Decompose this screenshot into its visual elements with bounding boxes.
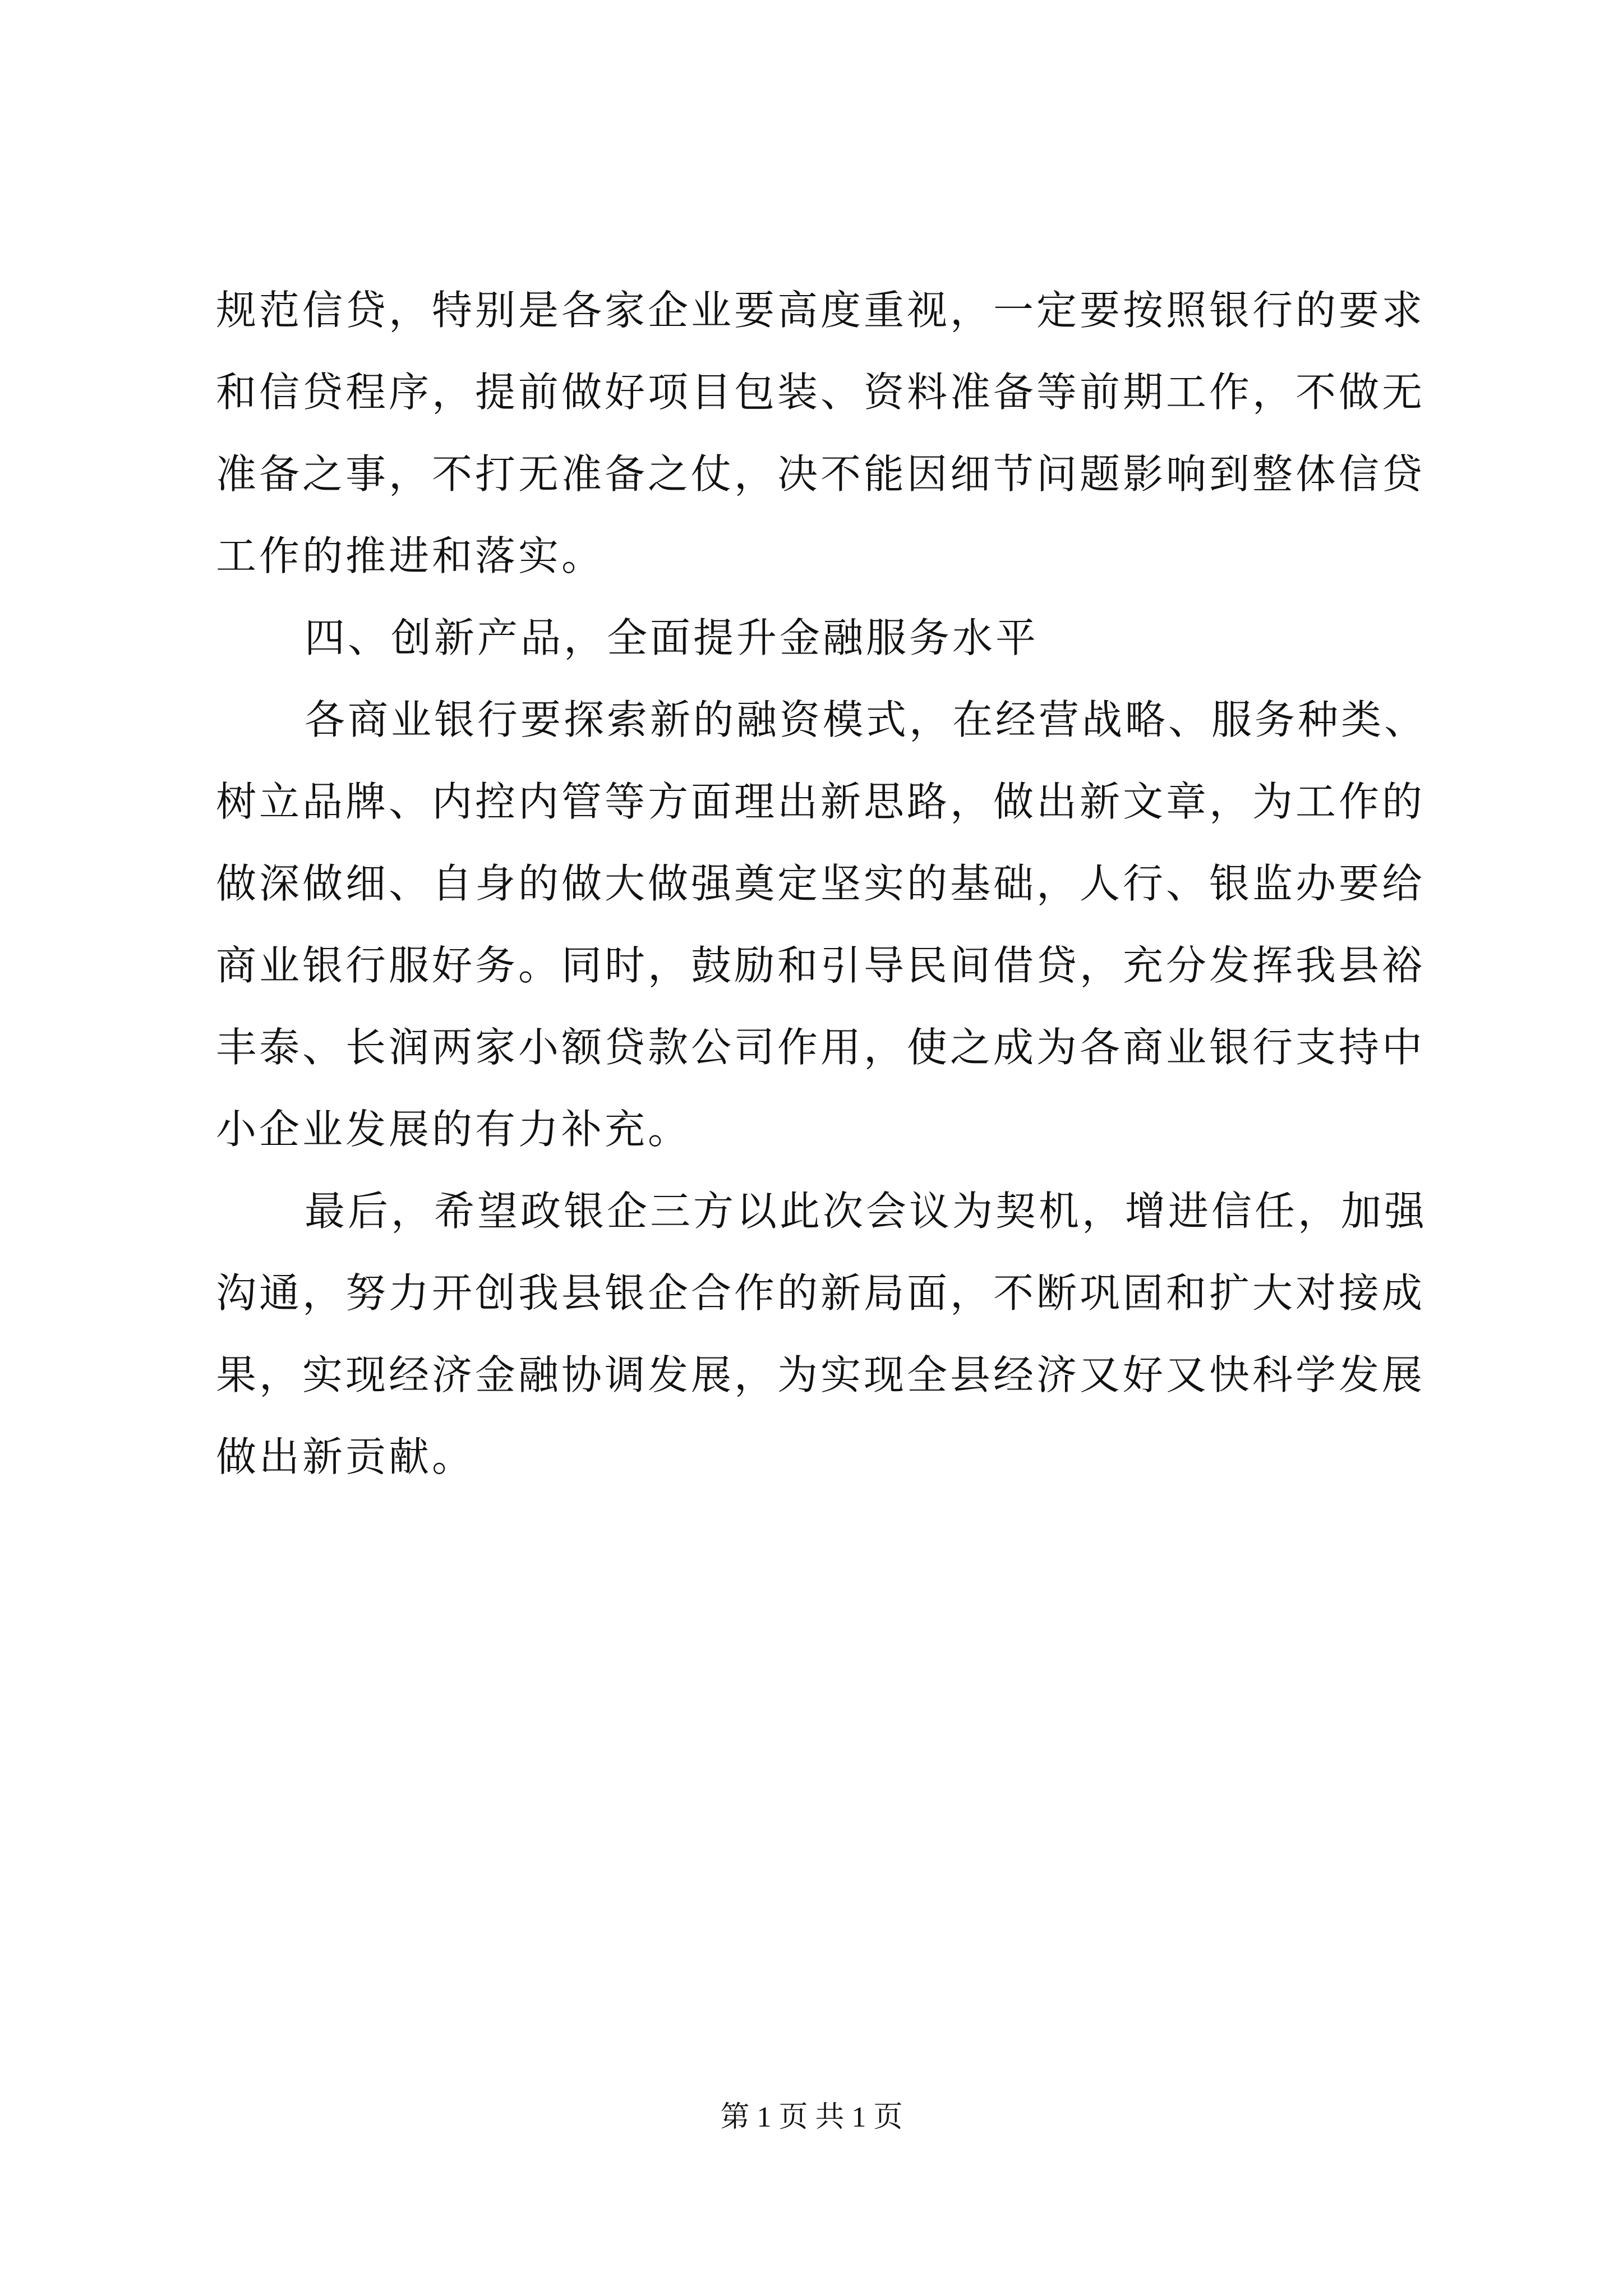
text-line: 工作的推进和落实。 bbox=[216, 532, 605, 579]
text-line: 沟通，努力开创我县银企合作的新局面，不断巩固和扩大对接成 bbox=[216, 1269, 1426, 1317]
text-line: 规范信贷，特别是各家企业要高度重视，一定要按照银行的要求 bbox=[216, 287, 1426, 334]
text-line: 果，实现经济金融协调发展，为实现全县经济又好又快科学发展 bbox=[216, 1351, 1426, 1398]
page-footer: 第 1 页 共 1 页 bbox=[720, 2101, 903, 2133]
text-line: 准备之事，不打无准备之仗，决不能因细节问题影响到整体信贷 bbox=[216, 450, 1426, 498]
text-line: 商业银行服好务。同时，鼓励和引导民间借贷，充分发挥我县裕 bbox=[216, 942, 1426, 989]
text-line: 最后，希望政银企三方以此次会议为契机，增进信任，加强 bbox=[305, 1188, 1428, 1235]
text-line: 树立品牌、内控内管等方面理出新思路，做出新文章，为工作的 bbox=[216, 778, 1426, 825]
text-line: 各商业银行要探索新的融资模式，在经营战略、服务种类、 bbox=[305, 696, 1428, 743]
section-heading: 四、创新产品，全面提升金融服务水平 bbox=[305, 614, 1039, 661]
text-line: 做深做细、自身的做大做强奠定坚实的基础，人行、银监办要给 bbox=[216, 860, 1426, 907]
text-line: 做出新贡献。 bbox=[216, 1433, 476, 1480]
document-body bbox=[216, 269, 1428, 1498]
text-line: 小企业发展的有力补充。 bbox=[216, 1106, 691, 1153]
text-line: 和信贷程序，提前做好项目包装、资料准备等前期工作，不做无 bbox=[216, 369, 1426, 416]
text-line: 丰泰、长润两家小额贷款公司作用，使之成为各商业银行支持中 bbox=[216, 1024, 1426, 1071]
